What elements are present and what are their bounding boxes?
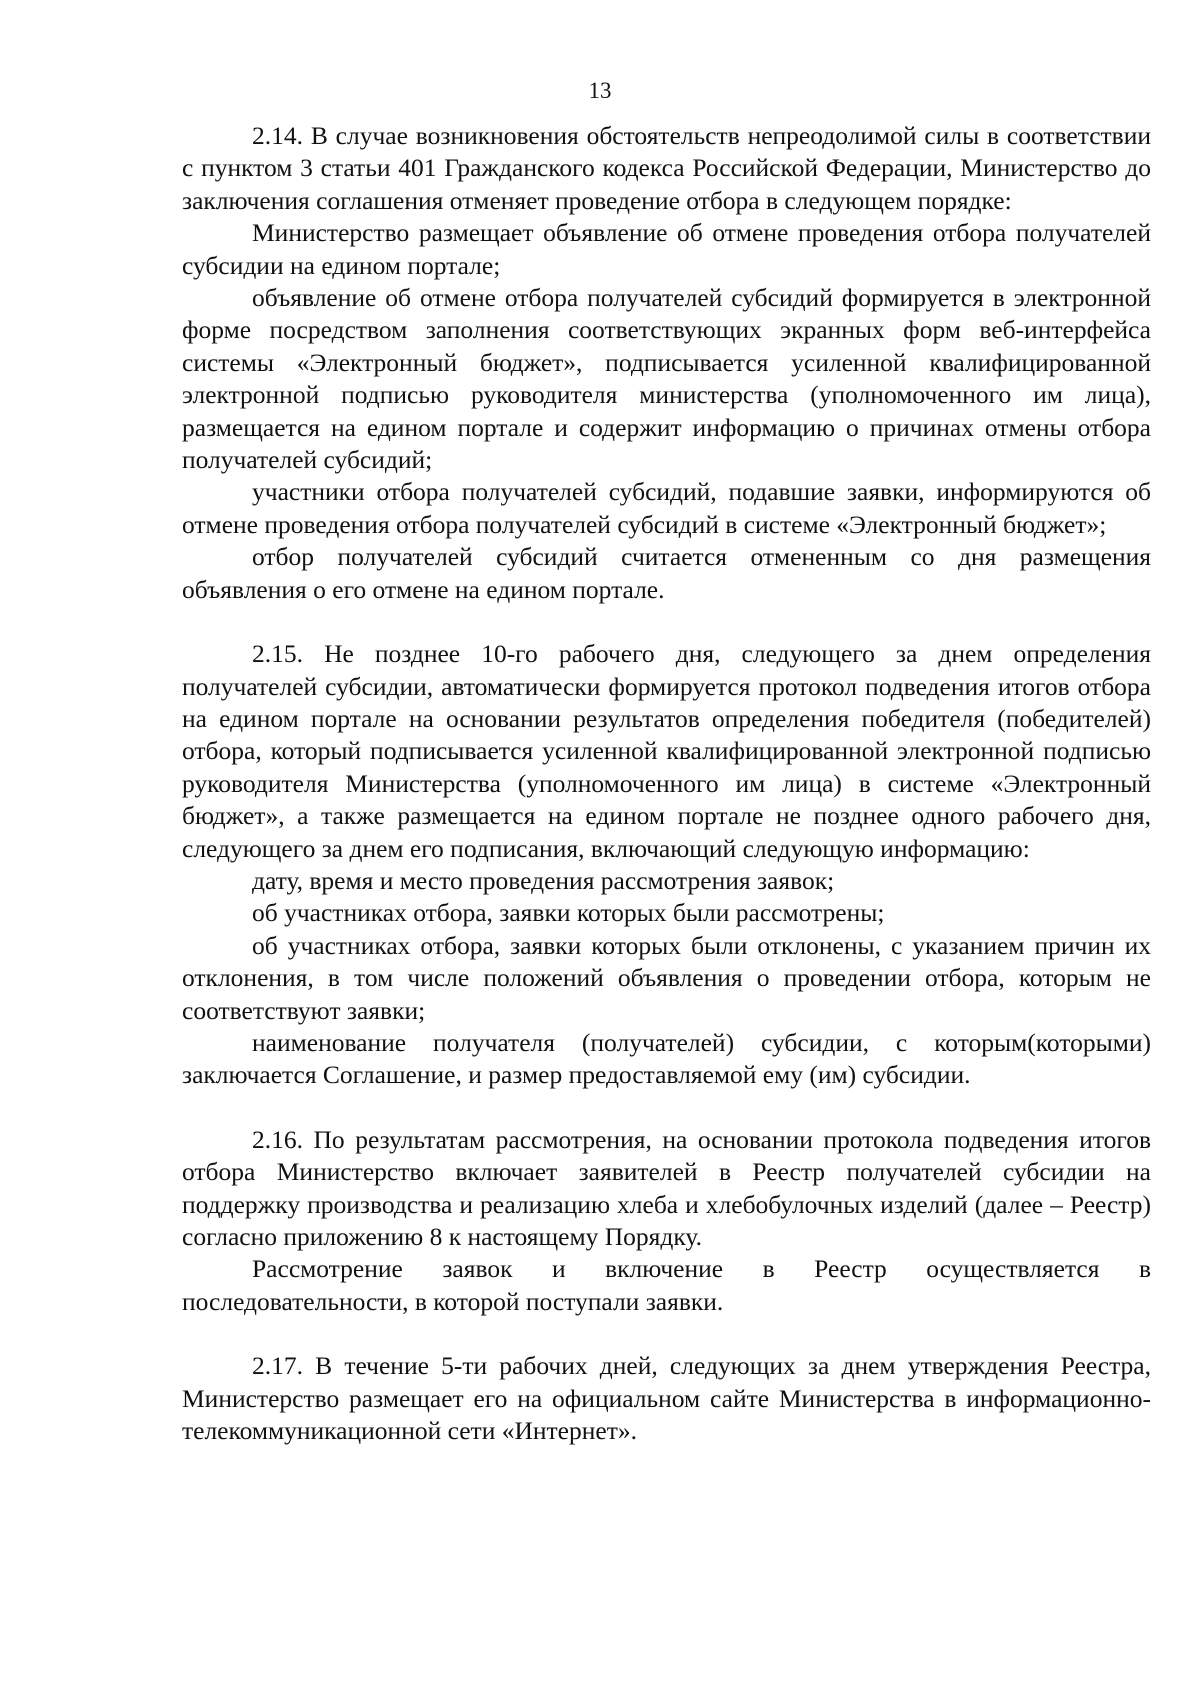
document-body (182, 120, 1151, 1479)
paragraph: дату, время и место проведения рассмотрения заявок; (252, 865, 835, 895)
section-2-15 (182, 638, 1151, 1092)
paragraph: отбор получателей субсидий считается отмененным со дня размещения объявления о его отмене на едином портале. (182, 542, 1151, 604)
paragraph: Министерство размещает объявление об отмене проведения отбора получателей субсидии на едином портале; (182, 218, 1151, 280)
paragraph: Рассмотрение заявок и включение в Реестр осуществляется в последовательности, в которой поступали заявки. (182, 1254, 1151, 1316)
paragraph: об участниках отбора, заявки которых были отклонены, с указанием причин их отклонения, в том числе положений объявления о проведении отбора, которым не соответствуют заявки; (182, 930, 1151, 1025)
paragraph: 2.17. В течение 5-ти рабочих дней, следующих за днем утверждения Реестра, Министерство размещает его на официальном сайте Министерства в информационно-телекоммуникационной сети «Интернет». (182, 1351, 1151, 1446)
section-2-16 (182, 1124, 1151, 1318)
paragraph: наименование получателя (получателей) субсидии, с которым(которыми) заключается Соглашение, и размер предоставляемой ему (им) субсидии. (182, 1027, 1151, 1090)
paragraph: об участниках отбора, заявки которых были рассмотрены; (252, 898, 885, 928)
paragraph: 2.16. По результатам рассмотрения, на основании протокола подведения итогов отбора Министерство включает заявителей в Реестр получателей субсидии на поддержку производства и реализацию хлеба и хлебобулочных изделий (далее – Реестр) согласно приложению 8 к настоящему Порядку. (182, 1124, 1151, 1251)
paragraph: 2.15. Не позднее 10-го рабочего дня, следующего за днем определения получателей субсидии, автоматически формируется протокол подведения итогов отбора на едином портале на основании результатов определения победителя (победителей) отбора, который подписывается усиленной квалифицированной электронной подписью руководителя Министерства (уполномоченного им лица) в системе «Электронный бюджет», а также размещается на едином портале не позднее одного рабочего дня, следующего за днем его подписания, включающий следующую информацию: (182, 639, 1151, 863)
paragraph: 2.14. В случае возникновения обстоятельств непреодолимой силы в соответствии с пунктом 3 статьи 401 Гражданского кодекса Российской Федерации, Министерство до заключения соглашения отменяет проведение отбора в следующем порядке: (182, 121, 1151, 215)
paragraph: участники отбора получателей субсидий, подавшие заявки, информируются об отмене проведения отбора получателей субсидий в системе «Электронный бюджет»; (182, 477, 1151, 539)
section-2-14 (182, 120, 1151, 606)
paragraph: объявление об отмене отбора получателей субсидий формируется в электронной форме посредством заполнения соответствующих экранных форм веб-интерфейса системы «Электронный бюджет», подписывается усиленной квалифицированной электронной подписью руководителя министерства (уполномоченного им лица), размещается на едином портале и содержит информацию о причинах отмены отбора получателей субсидий; (182, 283, 1151, 475)
page-number: 13 (588, 78, 612, 103)
section-2-17 (182, 1350, 1151, 1447)
